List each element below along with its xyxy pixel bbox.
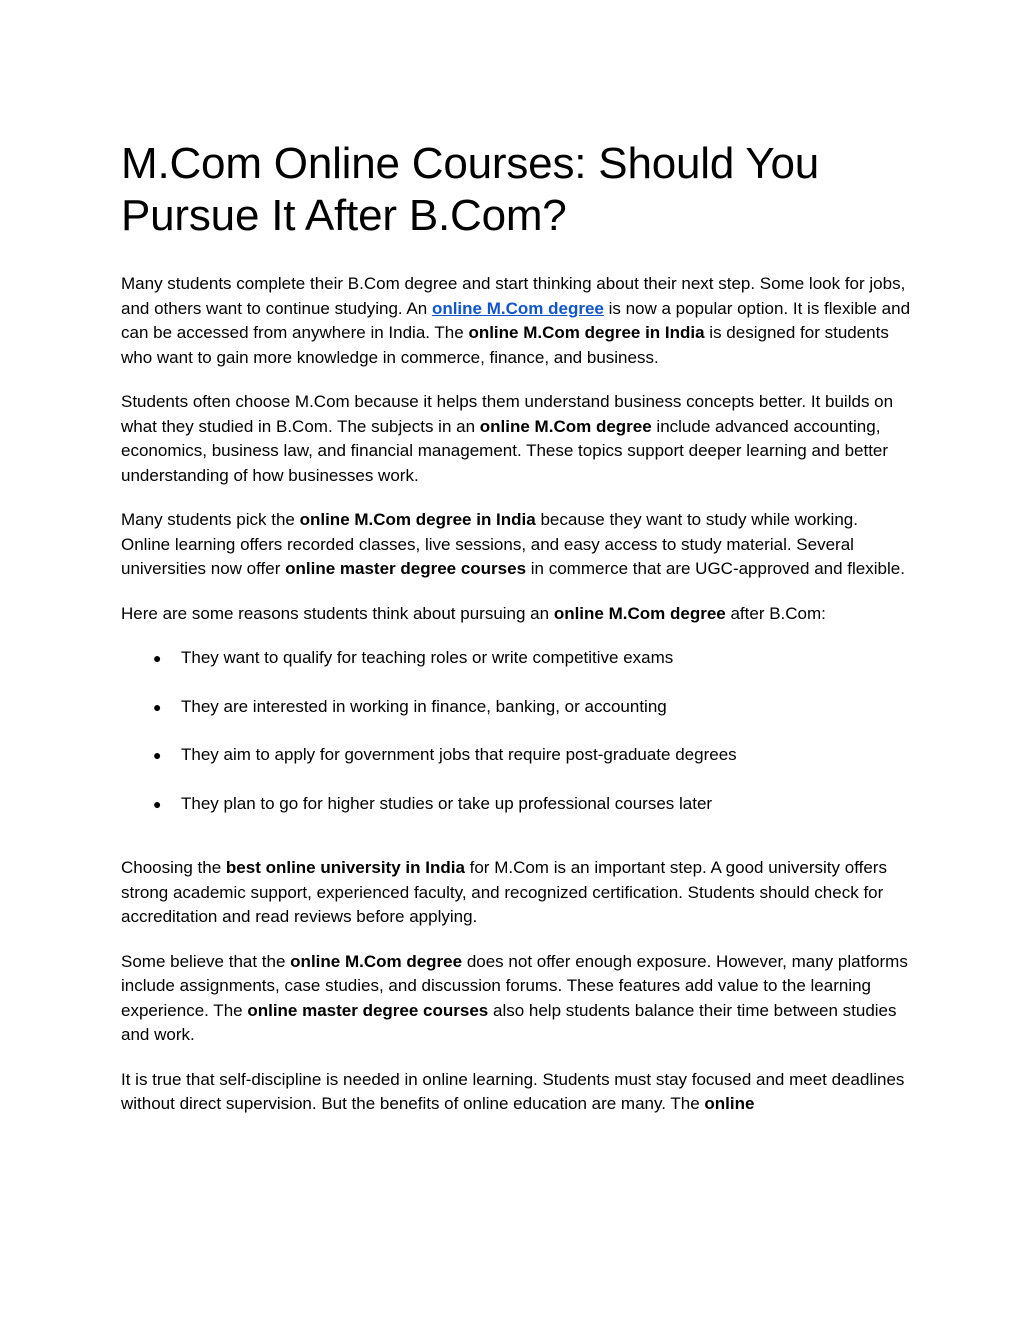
list-item xyxy=(121,695,911,720)
bullet-icon: ● xyxy=(153,650,162,666)
paragraph-self-discipline xyxy=(121,1068,911,1117)
text-run: Choosing the xyxy=(121,858,226,877)
text-run: is now a popular option. It is flexible and can be accessed from anywhere in India. The xyxy=(121,298,911,342)
list-item-text: They aim to apply for government jobs that require post-graduate degrees xyxy=(181,745,737,764)
list-item-text: They want to qualify for teaching roles or write competitive exams xyxy=(181,648,674,667)
bold-text: online M.Com degree in India xyxy=(468,323,705,342)
text-run: Here are some reasons students think about pursuing an xyxy=(121,603,554,623)
text-run: Some believe that the xyxy=(121,951,291,971)
text-run: include advanced accounting, economics, business law, and financial management. These topics support deeper learning and better understanding of how businesses work. xyxy=(121,416,889,485)
bold-text: online xyxy=(704,1094,755,1113)
text-run: also help students balance their time between studies and work. xyxy=(121,1000,897,1044)
bold-text: best online university in India xyxy=(225,858,465,877)
page-title: M.Com Online Courses: Should You Pursue It After B.Com? xyxy=(121,139,819,240)
text-run: It is true that self-discipline is needed in online learning. Students must stay focused and meet deadlines without direct supervision. But the benefits of online education are many. The xyxy=(121,1069,905,1113)
text-run: because they want to study while working. Online learning offers recorded classes, live sessions, and easy access to study material. Several universities now offer xyxy=(121,510,858,578)
bullet-icon: ● xyxy=(153,698,162,715)
paragraph-intro xyxy=(121,272,911,370)
text-run: Many students pick the xyxy=(121,510,300,529)
online-mcom-degree-link[interactable]: online M.Com degree xyxy=(431,298,604,318)
text-run: does not offer enough exposure. However, many platforms include assignments, case studies, and discussion forums. These features add value to the learning experience. The xyxy=(121,951,908,1020)
text-run: Many students complete their B.Com degree and start thinking about their next step. Some look for jobs, and others want to continue studying. An xyxy=(121,274,906,318)
bold-text: online M.Com degree xyxy=(553,603,726,623)
bold-text: online master degree courses xyxy=(247,1000,489,1020)
list-item xyxy=(121,646,911,671)
list-item xyxy=(121,792,911,817)
bullet-icon: ● xyxy=(153,747,162,763)
text-run: after B.Com: xyxy=(725,603,826,623)
reasons-list xyxy=(121,646,911,816)
list-item xyxy=(121,743,911,768)
bold-text: online master degree courses xyxy=(285,559,527,578)
paragraph-why-mcom xyxy=(121,390,911,488)
paragraph-working-students xyxy=(121,508,911,582)
paragraph-exposure xyxy=(121,950,911,1048)
bold-text: online M.Com degree xyxy=(479,416,652,436)
document-body xyxy=(121,138,911,1137)
text-run: Students often choose M.Com because it helps them understand business concepts better. It builds on what they studied in B.Com. The subjects in an xyxy=(121,392,894,436)
paragraph-reasons-intro xyxy=(121,602,911,627)
paragraph-choosing-university xyxy=(121,856,911,930)
list-item-text: They are interested in working in finance, banking, or accounting xyxy=(181,696,667,716)
text-run: is designed for students who want to gain more knowledge in commerce, finance, and business. xyxy=(121,323,889,367)
bold-text: online M.Com degree xyxy=(290,951,463,971)
bold-text: online M.Com degree in India xyxy=(299,510,536,529)
text-run: in commerce that are UGC-approved and flexible. xyxy=(526,559,905,578)
list-item-text: They plan to go for higher studies or take up professional courses later xyxy=(181,793,713,813)
bullet-icon: ● xyxy=(153,795,162,812)
text-run: for M.Com is an important step. A good university offers strong academic support, experienced faculty, and recognized certification. Students should check for accreditation and read reviews before applying. xyxy=(121,858,887,926)
